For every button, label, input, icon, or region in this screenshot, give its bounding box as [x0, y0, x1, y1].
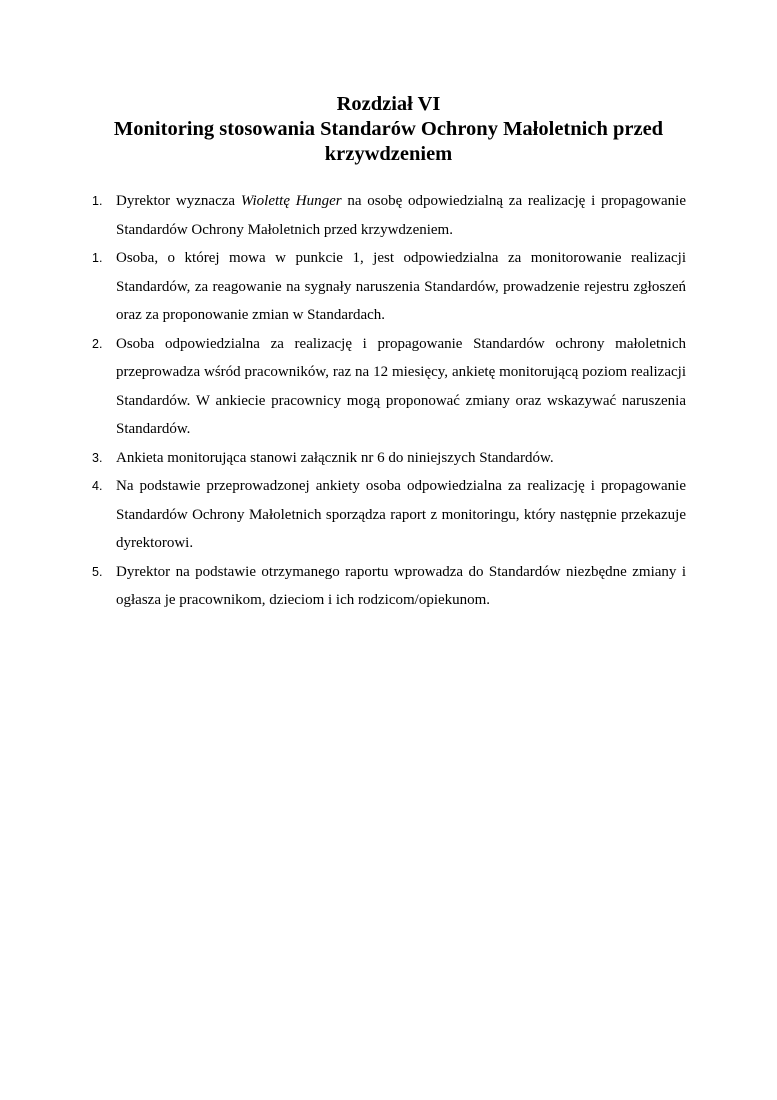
list-item-text: Osoba, o której mowa w punkcie 1, jest odpowiedzialna za monitorowanie realizacji Standardów, za reagowanie na sygnały naruszenia Standardów, prowadzenie rejestru zgłoszeń oraz za proponowanie zmian w Standardach.	[116, 250, 686, 323]
list-item	[92, 444, 686, 473]
numbered-list	[92, 187, 686, 615]
chapter-heading	[90, 92, 687, 167]
list-item-number: 4.	[92, 479, 103, 493]
list-item	[92, 472, 686, 558]
list-item	[92, 558, 686, 615]
list-item-number: 1.	[92, 251, 103, 265]
list-item-text: Osoba odpowiedzialna za realizację i propagowanie Standardów ochrony małoletnich przeprowadza wśród pracowników, raz na 12 miesięcy, ankietę monitorującą poziom realizacji Standardów. W ankiecie pracownicy mogą proponować zmiany oraz wskazywać naruszenia Standardów.	[116, 335, 686, 437]
list-item	[92, 244, 686, 330]
designated-person-name: Wiolettę Hunger	[240, 193, 342, 209]
list-item-number: 2.	[92, 336, 103, 351]
list-item	[92, 187, 686, 244]
list-item-text: Dyrektor na podstawie otrzymanego raportu wprowadza do Standardów niezbędne zmiany i ogłasza je pracownikom, dzieciom i ich rodzicom/opiekunom.	[116, 563, 686, 608]
list-item-text: Na podstawie przeprowadzonej ankiety osoba odpowiedzialna za realizację i propagowanie Standardów Ochrony Małoletnich sporządza raport z monitoringu, który następnie przekazuje dyrektorowi.	[116, 478, 686, 551]
list-item-text: Ankieta monitorująca stanowi załącznik nr 6 do niniejszych Standardów.	[116, 449, 554, 466]
chapter-title-line-1: Monitoring stosowania Standarów Ochrony Małoletnich przed	[113, 118, 664, 140]
chapter-number: Rozdział VI	[336, 93, 441, 115]
list-item-number: 5.	[92, 564, 103, 579]
list-item	[92, 330, 686, 444]
list-item-number: 1.	[92, 194, 103, 208]
chapter-title-line-2: krzywdzeniem	[324, 143, 453, 165]
list-item-number: 3.	[92, 450, 103, 465]
list-item-text: Dyrektor wyznacza Wiolettę Hunger na osobę odpowiedzialną za realizację i propagowanie Standardów Ochrony Małoletnich przed krzywdzeniem.	[116, 193, 687, 238]
